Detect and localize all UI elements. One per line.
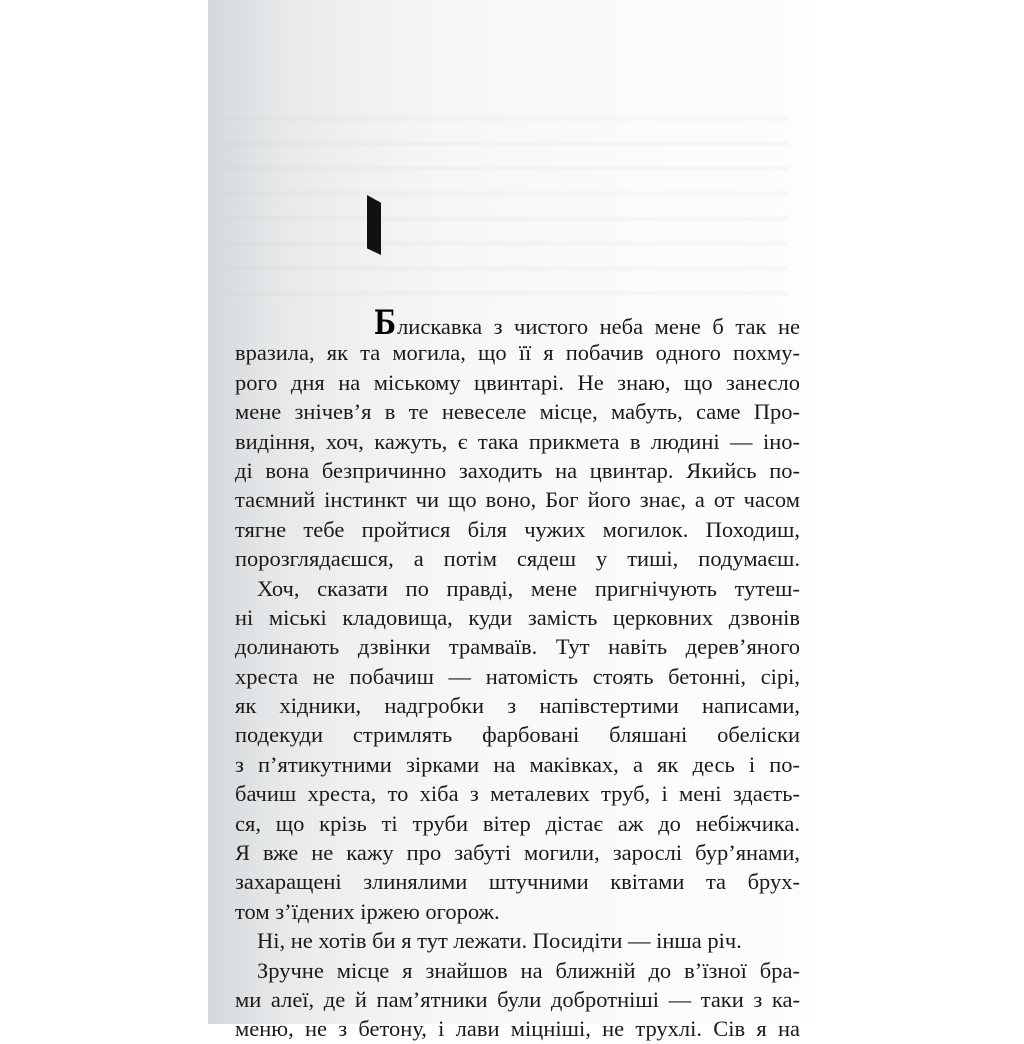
paragraph-line: меню, не з бетону, і лави міцніші, не трухлі. Сів я на	[235, 1016, 800, 1042]
chapter-numeral	[367, 195, 381, 255]
paragraph-line: хреста не побачиш — натомість стоять бетонні, сірі,	[235, 663, 800, 689]
paragraph-line: вразила, як та могила, що її я побачив одного похму-	[235, 340, 800, 366]
paragraph-line: таємний інстинкт чи що воно, Бог його знає, а от часом	[235, 487, 800, 513]
paragraph-line: тягне тебе пройтися біля чужих могилок. Походиш,	[235, 516, 800, 542]
paragraph-line: порозглядаєшся, а потім сядеш у тиші, подумаєш.	[235, 546, 800, 572]
paragraph-line: мене знічев’я в те невеселе місце, мабуть, саме Про-	[235, 399, 800, 425]
paragraph-line: ні міські кладовища, куди замість церковних дзвонів	[235, 604, 800, 630]
paragraph-line: Блискавка з чистого неба мене б так не	[374, 303, 800, 343]
paragraph-line: ми алеї, де й пам’ятники були добротніші — таки з ка-	[235, 986, 800, 1012]
paragraph-line: бачиш хреста, то хіба з металевих труб, і мені здаєть-	[235, 781, 800, 807]
paragraph-line: Зручне місце я знайшов на ближній до в’їзної бра-	[257, 957, 800, 983]
paragraph-line: як хідники, надгробки з напівстертими написами,	[235, 693, 800, 719]
paragraph-line: том з’їдених іржею огорож.	[235, 898, 500, 924]
show-through-text	[228, 95, 788, 295]
paragraph-line: з п’ятикутними зірками на маківках, а як десь і по-	[235, 751, 800, 777]
drop-cap: Б	[374, 303, 396, 343]
paragraph-line: ді вона безпричинно заходить на цвинтар. Якийсь по-	[235, 457, 800, 483]
paragraph-line: Ні, не хотів би я тут лежати. Посидіти — інша річ.	[257, 928, 742, 954]
paragraph-line: видіння, хоч, кажуть, є така прикмета в людині — іно-	[235, 428, 800, 454]
paragraph-line: Хоч, сказати по правді, мене пригнічують тутеш-	[257, 575, 800, 601]
paragraph-line: ся, що крізь ті труби вітер дістає аж до небіжчика.	[235, 810, 800, 836]
book-page	[208, 0, 814, 1042]
paragraph-line: рого дня на міському цвинтарі. Не знаю, що занесло	[235, 369, 800, 395]
paragraph-line: долинають дзвінки трамваїв. Тут навіть дерев’яного	[235, 634, 800, 660]
paragraph-line: Я вже не кажу про забуті могили, зарослі бур’янами,	[235, 840, 800, 866]
paragraph-line: подекуди стримлять фарбовані бляшані обеліски	[235, 722, 800, 748]
body-text	[235, 303, 800, 1044]
paragraph-line: захаращені злинялими штучними квітами та брух-	[235, 869, 800, 895]
